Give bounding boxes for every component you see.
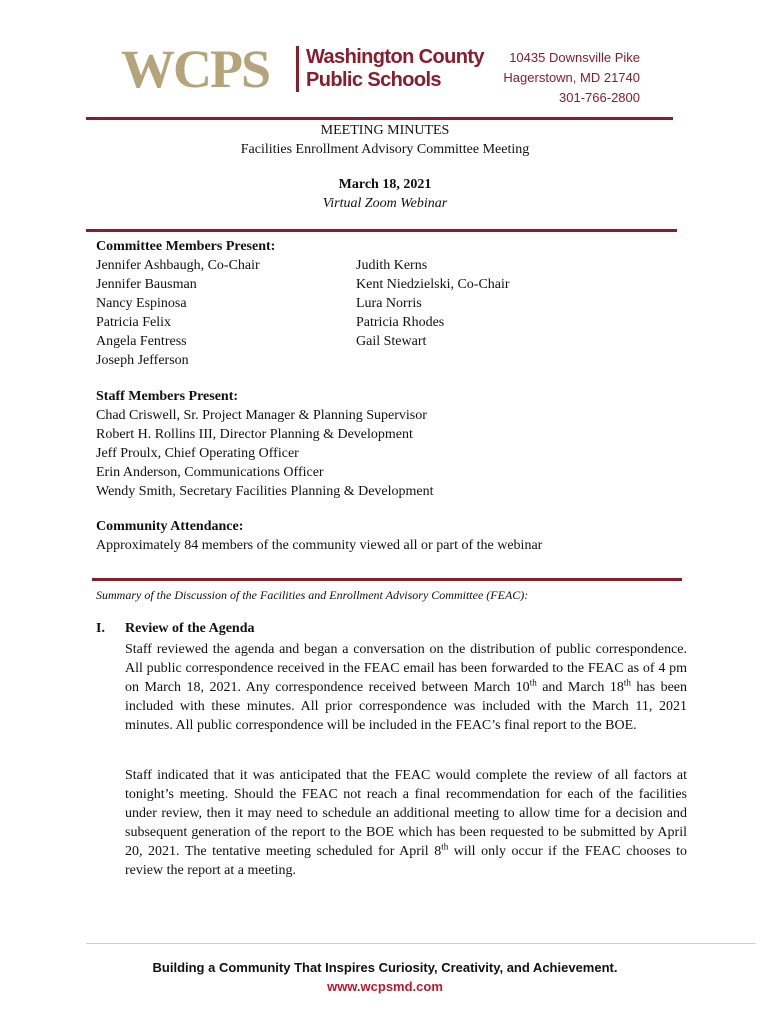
paragraph-text: Staff indicated that it was anticipated that the FEAC would complete the review of all factors at tonight’s meeting. Should the FEAC not reach a final recommendation for each of the facilities under review, then it may need to schedule an additional meeting to allow time for a decision and subsequent generation of the report to the BOE which has been requested to be submitted by April 20, 2021. The tentative meeting scheduled for April 8: [125, 768, 687, 859]
logo-name-line1: Washington County: [306, 46, 484, 68]
staff-member: Erin Anderson, Communications Officer: [96, 465, 324, 480]
community-block: [96, 517, 542, 555]
committee-member: Judith Kerns: [356, 258, 428, 273]
committee-member: Patricia Felix: [96, 315, 172, 330]
committee-member: Gail Stewart: [356, 334, 427, 349]
footer-url-link[interactable]: www.wcpsmd.com: [327, 979, 443, 994]
committee-member: Jennifer Ashbaugh, Co-Chair: [96, 258, 260, 273]
section-paragraph-2: [125, 766, 687, 880]
committee-heading: Committee Members Present:: [96, 239, 276, 254]
committee-member: Patricia Rhodes: [356, 315, 445, 330]
staff-member: Jeff Proulx, Chief Operating Officer: [96, 446, 299, 461]
committee-member: Jennifer Bausman: [96, 277, 197, 292]
staff-list: [96, 387, 434, 501]
section-paragraph-1: [125, 640, 687, 735]
superscript: th: [441, 841, 449, 852]
paragraph-text: and March 18: [536, 680, 624, 695]
paragraph-text: has been included with these minutes. All prior correspondence was included with the March 11, 2021 minutes. All public correspondence will be included in the FEAC’s final report to the BOE.: [125, 680, 687, 733]
footer-tagline: Building a Community That Inspires Curiosity, Creativity, and Achievement.: [152, 960, 618, 975]
community-text: Approximately 84 members of the community viewed all or part of the webinar: [96, 538, 543, 553]
logo-divider: [296, 46, 299, 92]
section-title: Review of the Agenda: [125, 621, 255, 636]
committee-right: [356, 256, 510, 351]
summary-heading: Summary of the Discussion of the Facilities and Enrollment Advisory Committee (FEAC):: [96, 588, 529, 602]
staff-member: Robert H. Rollins III, Director Planning & Development: [96, 427, 413, 442]
committee-member: Joseph Jefferson: [96, 353, 189, 368]
paragraph-text: Staff reviewed the agenda and began a conversation on the distribution of public correspondence. All public correspondence received in the FEAC email has been forwarded to the FEAC as of 4 pm on March 18, 2021. Any correspondence received between March 10: [125, 642, 687, 695]
phone: 301-766-2800: [559, 90, 640, 105]
paragraph-text: will only occur if the FEAC chooses to review the report at a meeting.: [125, 844, 687, 878]
committee-member: Lura Norris: [356, 296, 422, 311]
summary-rule: [92, 578, 682, 581]
staff-member: Chad Criswell, Sr. Project Manager & Planning Supervisor: [96, 408, 427, 423]
doc-title: MEETING MINUTES: [320, 123, 450, 138]
address-line1: 10435 Downsville Pike: [509, 50, 640, 65]
logo-wcps: WCPS: [121, 39, 270, 99]
title-rule: [86, 229, 677, 232]
header-rule: [86, 117, 673, 120]
committee-member: Nancy Espinosa: [96, 296, 187, 311]
footer-rule: [86, 943, 756, 944]
committee-left: [96, 237, 275, 370]
doc-subtitle: Facilities Enrollment Advisory Committee Meeting: [240, 142, 530, 157]
section-number: I.: [96, 621, 105, 636]
superscript: th: [529, 677, 537, 688]
meeting-venue: Virtual Zoom Webinar: [322, 196, 448, 211]
address-block: [503, 48, 640, 108]
staff-heading: Staff Members Present:: [96, 389, 239, 404]
logo-name-line2: Public Schools: [306, 69, 441, 91]
committee-member: Kent Niedzielski, Co-Chair: [356, 277, 510, 292]
meeting-date: March 18, 2021: [338, 177, 432, 192]
address-line2: Hagerstown, MD 21740: [503, 70, 640, 85]
staff-member: Wendy Smith, Secretary Facilities Planning & Development: [96, 484, 434, 499]
community-heading: Community Attendance:: [96, 519, 244, 534]
superscript: th: [623, 677, 631, 688]
logo-name: [306, 46, 484, 92]
committee-member: Angela Fentress: [96, 334, 187, 349]
